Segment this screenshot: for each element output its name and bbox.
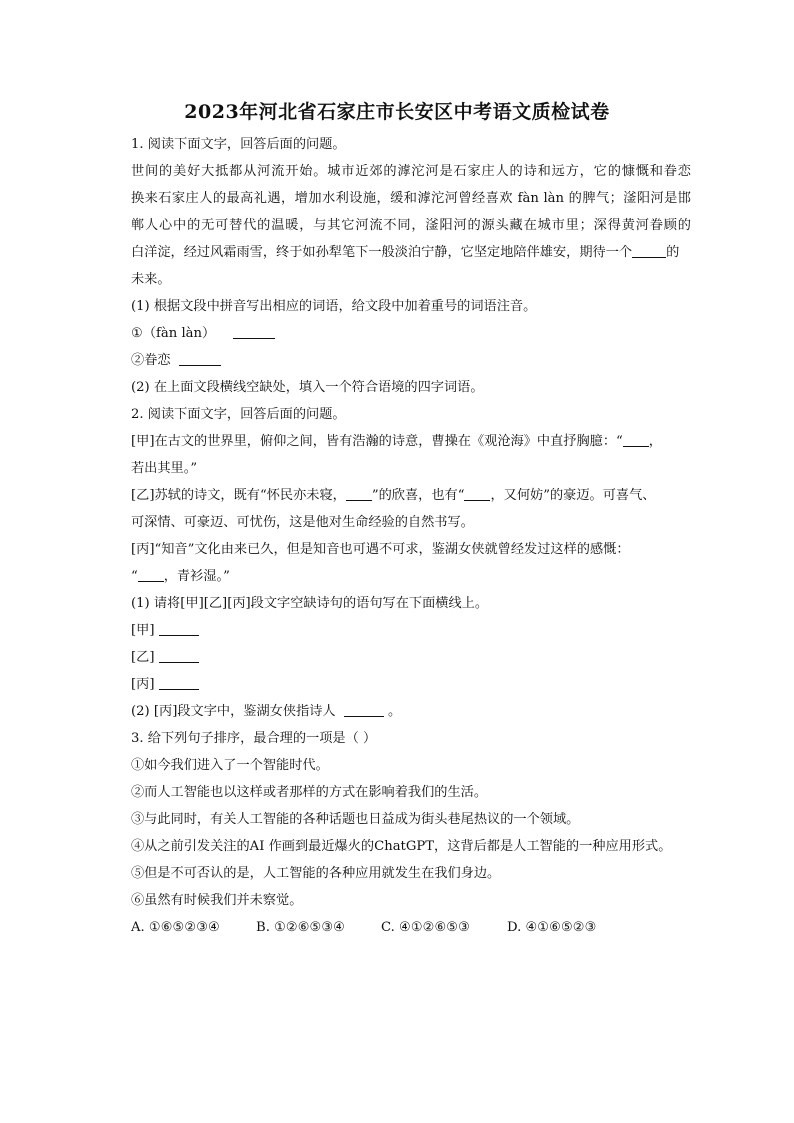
q3-option-a[interactable]: A. ①⑥⑤②③④: [131, 920, 220, 935]
q1-paragraph-line-4: [131, 243, 679, 263]
q1-item-1-label: ①（fàn làn）: [131, 326, 216, 341]
q1-item-2-answer-blank[interactable]: [179, 351, 221, 366]
q2-yi-text-1: [乙]苏轼的诗文，既有“怀民亦未寝，: [131, 488, 346, 503]
q2-yi-blank-1[interactable]: [346, 486, 372, 501]
q3-sentence-3: ③与此同时，有关人工智能的各种话题也日益成为街头巷尾热议的一个领域。: [131, 812, 580, 827]
page-title: 2023年河北省石家庄市长安区中考语文质检试卷: [184, 101, 610, 123]
q2-jia-comma: ，: [648, 434, 662, 449]
q2-jia-line-2: 若出其里。”: [131, 461, 198, 476]
q2-answer-jia: [131, 621, 199, 641]
q2-answer-yi: [131, 648, 199, 668]
q2-answer-yi-blank[interactable]: [159, 648, 199, 663]
q3-option-d[interactable]: D. ④①⑥⑤②③: [507, 920, 597, 935]
q2-answer-bing: [131, 675, 199, 695]
q3-sentence-6: ⑥虽然有时候我们并未察觉。: [131, 893, 303, 908]
q2-bing-blank[interactable]: [138, 567, 164, 582]
q3-options: [131, 918, 596, 938]
q2-jia-text: [甲]在古文的世界里，俯仰之间，皆有浩瀚的诗意，曹操在《观沧海》中直抒胸臆：“: [131, 434, 623, 449]
q2-yi-text-2: ”的欣喜，也有“: [371, 488, 465, 503]
q1-header: 1. 阅读下面文字，回答后面的问题。: [131, 137, 346, 152]
q3-header: 3. 给下列句子排序，最合理的一项是（ ）: [131, 731, 377, 746]
q1-paragraph-line-2: 换来石家庄人的最高礼遇，增加水利设施，缓和滹沱河曾经喜欢 fàn làn 的脾气；滏阳河是邯: [131, 191, 691, 206]
q2-bing-text: ，青衫湿。”: [163, 569, 230, 584]
q2-jia-blank[interactable]: [623, 432, 649, 447]
q2-poet-answer-blank[interactable]: [344, 702, 384, 717]
q1-paragraph-line-3: 郸人心中的无可替代的温暖，与其它河流不同，滏阳河的源头藏在城市里；深得黄河眷顾的: [131, 218, 691, 233]
q2-sub-question-1: (1) 请将[甲][乙][丙]段文字空缺诗句的语句写在下面横线上。: [131, 596, 489, 611]
q2-answer-yi-label: [乙]: [131, 650, 155, 665]
q2-yi-line-2: 可深情、可豪迈、可忧伤，这是他对生命经验的自然书写。: [131, 515, 474, 530]
q1-paragraph-line-5: 未来。: [131, 272, 171, 287]
q2-yi-line-1: [131, 486, 655, 506]
q2-header: 2. 阅读下面文字，回答后面的问题。: [131, 407, 346, 422]
q2-sub-question-2: [131, 702, 401, 722]
q1-sub-question-1: (1) 根据文段中拼音写出相应的词语，给文段中加着重号的词语注音。: [131, 299, 537, 314]
q1-paragraph-line-1: 世间的美好大抵都从河流开始。城市近郊的滹沱河是石家庄人的诗和远方，它的慷慨和眷恋: [131, 164, 691, 179]
q1-paragraph-line-4-text: 白洋淀，经过风霜雨雪，终于如孙犁笔下一般淡泊宁静，它坚定地陪伴雄安，期待一个: [131, 245, 633, 260]
q1-paragraph-line-4-end: 的: [666, 245, 680, 260]
q2-bing-line-1: [丙]“知音”文化由来已久，但是知音也可遇不可求，鉴湖女侠就曾经发过这样的感慨：: [131, 542, 630, 557]
q1-item-2-label: ②眷恋: [131, 353, 171, 368]
q1-item-1: [131, 324, 275, 344]
q2-answer-bing-label: [丙]: [131, 677, 155, 692]
q3-sentence-5: ⑤但是不可否认的是，人工智能的各种应用就发生在我们身边。: [131, 866, 501, 881]
q2-answer-bing-blank[interactable]: [159, 675, 199, 690]
q2-bing-open-quote: “: [131, 569, 138, 584]
q2-answer-jia-label: [甲]: [131, 623, 155, 638]
q2-sub-question-2-text: (2) [丙]段文字中，鉴湖女侠指诗人: [131, 704, 336, 719]
q2-yi-text-3: ，又何妨”的豪迈。可喜气、: [490, 488, 656, 503]
q3-sentence-2: ②而人工智能也以这样或者那样的方式在影响着我们的生活。: [131, 785, 488, 800]
q2-bing-line-2: [131, 567, 230, 587]
q2-jia-line-1: [131, 432, 662, 452]
q1-item-2: [131, 351, 221, 371]
q3-sentence-1: ①如今我们进入了一个智能时代。: [131, 758, 329, 773]
q3-option-c[interactable]: C. ④①②⑥⑤③: [381, 920, 470, 935]
q1-fill-blank[interactable]: [632, 243, 666, 258]
q3-sentence-4: ④从之前引发关注的AI 作画到最近爆火的ChatGPT，这背后都是人工智能的一种应用形式。: [131, 839, 672, 854]
q3-option-b[interactable]: B. ①②⑥⑤③④: [256, 920, 346, 935]
q1-item-1-answer-blank[interactable]: [233, 324, 275, 339]
q2-sub-question-2-end: 。: [388, 704, 402, 719]
q2-yi-blank-2[interactable]: [464, 486, 490, 501]
q2-answer-jia-blank[interactable]: [159, 621, 199, 636]
q1-sub-question-2: (2) 在上面文段横线空缺处，填入一个符合语境的四字词语。: [131, 380, 484, 395]
